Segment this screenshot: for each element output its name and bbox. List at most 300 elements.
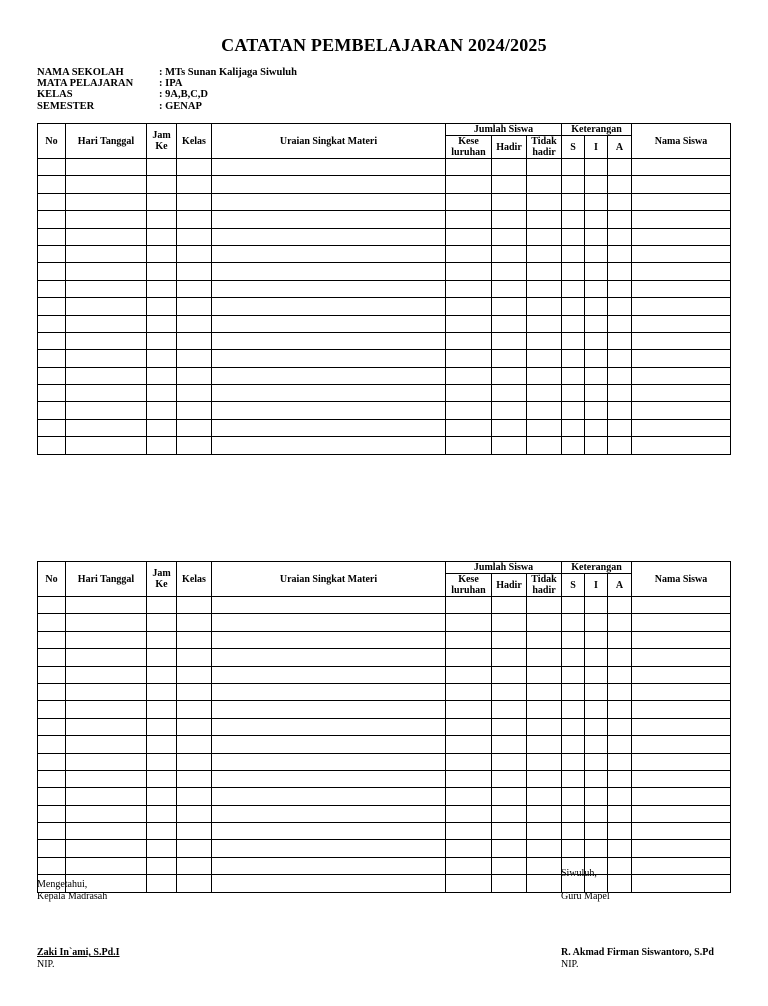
table-cell xyxy=(446,683,492,700)
table-cell xyxy=(177,614,212,631)
table-cell xyxy=(177,350,212,367)
table-cell xyxy=(527,419,562,436)
table-row xyxy=(38,649,731,666)
table-cell xyxy=(38,683,66,700)
table-cell xyxy=(527,631,562,648)
table-cell xyxy=(446,597,492,614)
table-cell xyxy=(147,823,177,840)
table-row xyxy=(38,263,731,280)
table-cell xyxy=(446,805,492,822)
table-cell xyxy=(527,402,562,419)
table-cell xyxy=(446,315,492,332)
table-cell xyxy=(527,805,562,822)
table-cell xyxy=(66,367,147,384)
table-cell xyxy=(632,350,731,367)
table-cell xyxy=(38,263,66,280)
table-cell xyxy=(527,683,562,700)
table-cell xyxy=(66,614,147,631)
table-cell xyxy=(527,385,562,402)
table-cell xyxy=(585,245,608,262)
table-cell xyxy=(177,840,212,857)
table-row xyxy=(38,875,731,892)
table-cell xyxy=(147,245,177,262)
table-cell xyxy=(632,875,731,892)
table-cell xyxy=(632,597,731,614)
header-uraian: Uraian Singkat Materi xyxy=(212,124,446,159)
table-cell xyxy=(446,419,492,436)
table-cell xyxy=(632,367,731,384)
table-cell xyxy=(212,770,446,787)
table-cell xyxy=(562,614,585,631)
table-cell xyxy=(147,176,177,193)
table-cell xyxy=(38,245,66,262)
table-cell xyxy=(585,823,608,840)
table-row xyxy=(38,614,731,631)
table-cell xyxy=(608,683,632,700)
table-cell xyxy=(608,631,632,648)
table-cell xyxy=(446,367,492,384)
table-cell xyxy=(562,683,585,700)
table-cell xyxy=(527,649,562,666)
table-cell xyxy=(492,193,527,210)
table-cell xyxy=(212,159,446,176)
table-cell xyxy=(562,736,585,753)
table-cell xyxy=(446,298,492,315)
info-label-school: NAMA SEKOLAH xyxy=(37,67,124,78)
table-cell xyxy=(632,211,731,228)
table-cell xyxy=(66,228,147,245)
header-kelas: Kelas xyxy=(177,562,212,597)
table-cell xyxy=(177,770,212,787)
table-cell xyxy=(608,385,632,402)
table-cell xyxy=(38,332,66,349)
table-cell xyxy=(492,753,527,770)
table-row xyxy=(38,683,731,700)
table-cell xyxy=(527,228,562,245)
table-cell xyxy=(608,315,632,332)
info-value-class: : 9A,B,C,D xyxy=(159,89,208,101)
table-cell xyxy=(147,228,177,245)
table-cell xyxy=(38,788,66,805)
table-cell xyxy=(585,402,608,419)
table-cell xyxy=(527,823,562,840)
teacher-title: Guru Mapel xyxy=(561,890,610,902)
table-cell xyxy=(492,332,527,349)
table-cell xyxy=(38,649,66,666)
table-cell xyxy=(147,805,177,822)
table-cell xyxy=(527,666,562,683)
table-cell xyxy=(632,788,731,805)
header-a: A xyxy=(608,574,632,597)
table-cell xyxy=(492,631,527,648)
table-cell xyxy=(38,437,66,454)
table-cell xyxy=(212,753,446,770)
info-label-semester: SEMESTER xyxy=(37,100,95,112)
table-cell xyxy=(177,437,212,454)
table-cell xyxy=(177,419,212,436)
table-cell xyxy=(632,718,731,735)
table-cell xyxy=(66,718,147,735)
table-cell xyxy=(212,788,446,805)
table-cell xyxy=(585,614,608,631)
table-cell xyxy=(632,402,731,419)
table-cell xyxy=(38,736,66,753)
table-cell xyxy=(562,367,585,384)
table-cell xyxy=(562,211,585,228)
table-cell xyxy=(446,788,492,805)
header-keterangan: Keterangan xyxy=(562,124,632,136)
table-cell xyxy=(177,193,212,210)
table-cell xyxy=(492,419,527,436)
table-cell xyxy=(527,736,562,753)
learning-record-table-1 xyxy=(37,123,731,455)
header-tidak-hadir: Tidak hadir xyxy=(527,574,562,597)
info-label-class: KELAS xyxy=(37,89,73,101)
table-cell xyxy=(608,193,632,210)
table-cell xyxy=(147,614,177,631)
table-cell xyxy=(147,332,177,349)
table-cell xyxy=(66,193,147,210)
table-cell xyxy=(147,857,177,874)
table-cell xyxy=(212,193,446,210)
header-jam-ke: Jam Ke xyxy=(147,562,177,597)
table-cell xyxy=(632,315,731,332)
table-cell xyxy=(562,597,585,614)
table-cell xyxy=(608,211,632,228)
teacher-nip: NIP. xyxy=(561,958,579,970)
table-cell xyxy=(66,666,147,683)
info-value-school: : MTs Sunan Kalijaga Siwuluh xyxy=(159,67,297,78)
table-cell xyxy=(585,649,608,666)
table-cell xyxy=(527,614,562,631)
table-cell xyxy=(608,350,632,367)
table-cell xyxy=(147,437,177,454)
table-cell xyxy=(585,176,608,193)
table-cell xyxy=(562,350,585,367)
table-cell xyxy=(446,245,492,262)
header-hadir: Hadir xyxy=(492,136,527,159)
table-cell xyxy=(562,280,585,297)
table-cell xyxy=(492,666,527,683)
table-cell xyxy=(446,193,492,210)
table-cell xyxy=(66,788,147,805)
table-cell xyxy=(66,805,147,822)
table-cell xyxy=(562,176,585,193)
table-cell xyxy=(608,263,632,280)
table-cell xyxy=(446,280,492,297)
table-cell xyxy=(212,875,446,892)
table-cell xyxy=(66,280,147,297)
table-cell xyxy=(632,840,731,857)
table-cell xyxy=(585,631,608,648)
table-cell xyxy=(632,666,731,683)
table-cell xyxy=(212,419,446,436)
table-cell xyxy=(585,263,608,280)
table-cell xyxy=(492,805,527,822)
table-cell xyxy=(66,823,147,840)
table-cell xyxy=(492,315,527,332)
table-cell xyxy=(38,857,66,874)
table-cell xyxy=(492,875,527,892)
table-cell xyxy=(38,823,66,840)
table-cell xyxy=(147,159,177,176)
table-cell xyxy=(527,770,562,787)
table-cell xyxy=(147,701,177,718)
table-cell xyxy=(446,159,492,176)
table-cell xyxy=(632,263,731,280)
table-row xyxy=(38,770,731,787)
table-cell xyxy=(562,805,585,822)
table-cell xyxy=(66,631,147,648)
table-cell xyxy=(212,211,446,228)
table-cell xyxy=(66,176,147,193)
table-cell xyxy=(446,350,492,367)
table-cell xyxy=(177,753,212,770)
header-tidak-hadir: Tidak hadir xyxy=(527,136,562,159)
table-cell xyxy=(212,385,446,402)
table-cell xyxy=(66,315,147,332)
table-cell xyxy=(608,332,632,349)
table-cell xyxy=(177,597,212,614)
table-cell xyxy=(66,159,147,176)
table-cell xyxy=(562,701,585,718)
table-cell xyxy=(562,437,585,454)
table-cell xyxy=(632,419,731,436)
table-cell xyxy=(212,701,446,718)
table-cell xyxy=(527,788,562,805)
table-cell xyxy=(562,419,585,436)
table-cell xyxy=(38,805,66,822)
table-cell xyxy=(66,840,147,857)
table-cell xyxy=(66,857,147,874)
table-cell xyxy=(66,736,147,753)
table-cell xyxy=(492,263,527,280)
table-row xyxy=(38,666,731,683)
teacher-name: R. Akmad Firman Siswantoro, S.Pd xyxy=(561,947,714,958)
table-cell xyxy=(527,211,562,228)
acknowledged-label: Mengetahui, xyxy=(37,879,88,890)
table-cell xyxy=(177,718,212,735)
table-cell xyxy=(608,367,632,384)
table-cell xyxy=(492,701,527,718)
table-cell xyxy=(177,245,212,262)
info-label-subject: MATA PELAJARAN xyxy=(37,78,134,90)
table-cell xyxy=(585,211,608,228)
signature-right xyxy=(561,868,610,902)
table-cell xyxy=(446,437,492,454)
signature-right-name-block xyxy=(561,947,714,970)
header-a: A xyxy=(608,136,632,159)
table-cell xyxy=(446,753,492,770)
principal-title: Kepala Madrasah xyxy=(37,890,108,902)
table-cell xyxy=(632,823,731,840)
table-cell xyxy=(38,840,66,857)
table-cell xyxy=(446,631,492,648)
table-cell xyxy=(38,298,66,315)
table-row xyxy=(38,367,731,384)
header-keseluruhan: Kese luruhan xyxy=(446,574,492,597)
table-cell xyxy=(608,770,632,787)
info-value-semester: : GENAP xyxy=(159,100,202,112)
table-cell xyxy=(147,736,177,753)
table-cell xyxy=(38,367,66,384)
table-cell xyxy=(38,228,66,245)
table-cell xyxy=(38,402,66,419)
table-cell xyxy=(66,701,147,718)
table-cell xyxy=(147,263,177,280)
table-cell xyxy=(632,245,731,262)
table-cell xyxy=(66,683,147,700)
table-cell xyxy=(177,228,212,245)
table-cell xyxy=(177,805,212,822)
table-row xyxy=(38,176,731,193)
table-cell xyxy=(177,159,212,176)
table-cell xyxy=(446,666,492,683)
table-cell xyxy=(177,315,212,332)
table-cell xyxy=(562,385,585,402)
table-row xyxy=(38,280,731,297)
table-row xyxy=(38,228,731,245)
learning-record-table-2 xyxy=(37,561,731,893)
table-cell xyxy=(562,159,585,176)
table-cell xyxy=(562,315,585,332)
table-cell xyxy=(446,176,492,193)
place-label: Siwuluh, xyxy=(561,868,597,879)
table-cell xyxy=(585,805,608,822)
table-cell xyxy=(212,245,446,262)
table-cell xyxy=(492,159,527,176)
table-cell xyxy=(147,280,177,297)
table-cell xyxy=(608,614,632,631)
table-cell xyxy=(527,332,562,349)
table-cell xyxy=(177,385,212,402)
table-row xyxy=(38,350,731,367)
table-cell xyxy=(527,280,562,297)
table-cell xyxy=(632,298,731,315)
table-cell xyxy=(527,875,562,892)
table-cell xyxy=(147,597,177,614)
table-cell xyxy=(446,649,492,666)
table-cell xyxy=(608,875,632,892)
table-cell xyxy=(608,159,632,176)
header-no: No xyxy=(38,562,66,597)
table-cell xyxy=(562,788,585,805)
table-cell xyxy=(632,176,731,193)
header-nama-siswa: Nama Siswa xyxy=(632,124,731,159)
table-cell xyxy=(527,350,562,367)
table-row xyxy=(38,437,731,454)
table-cell xyxy=(212,683,446,700)
table-cell xyxy=(492,245,527,262)
table-row xyxy=(38,315,731,332)
table-cell xyxy=(492,614,527,631)
table-cell xyxy=(632,631,731,648)
table-cell xyxy=(562,649,585,666)
info-value-subject: : IPA xyxy=(159,78,183,90)
table-cell xyxy=(527,263,562,280)
table-cell xyxy=(632,649,731,666)
table-cell xyxy=(446,840,492,857)
table-cell xyxy=(212,649,446,666)
table-cell xyxy=(527,753,562,770)
table-cell xyxy=(66,263,147,280)
table-cell xyxy=(147,315,177,332)
table-cell xyxy=(446,211,492,228)
table-cell xyxy=(562,666,585,683)
table-cell xyxy=(585,350,608,367)
table-cell xyxy=(608,245,632,262)
table-cell xyxy=(212,350,446,367)
table-cell xyxy=(562,823,585,840)
table-cell xyxy=(212,736,446,753)
table-cell xyxy=(585,753,608,770)
table-cell xyxy=(527,176,562,193)
table-cell xyxy=(585,332,608,349)
table-cell xyxy=(38,419,66,436)
table-cell xyxy=(212,280,446,297)
table-cell xyxy=(38,718,66,735)
table-cell xyxy=(212,367,446,384)
table-row xyxy=(38,159,731,176)
table-cell xyxy=(147,298,177,315)
table-row xyxy=(38,193,731,210)
table-cell xyxy=(147,419,177,436)
table-cell xyxy=(147,753,177,770)
table-cell xyxy=(608,857,632,874)
table-cell xyxy=(632,159,731,176)
table-cell xyxy=(492,211,527,228)
table-cell xyxy=(585,385,608,402)
table-row xyxy=(38,805,731,822)
table-cell xyxy=(527,718,562,735)
table-cell xyxy=(147,193,177,210)
header-uraian: Uraian Singkat Materi xyxy=(212,562,446,597)
table-cell xyxy=(66,649,147,666)
table-cell xyxy=(147,840,177,857)
table-cell xyxy=(66,332,147,349)
table-cell xyxy=(608,437,632,454)
table-cell xyxy=(38,753,66,770)
header-jumlah-siswa: Jumlah Siswa xyxy=(446,562,562,574)
table-cell xyxy=(585,367,608,384)
table-cell xyxy=(177,875,212,892)
table-cell xyxy=(632,385,731,402)
table-cell xyxy=(632,614,731,631)
table-cell xyxy=(527,245,562,262)
table-cell xyxy=(212,857,446,874)
table-row xyxy=(38,823,731,840)
table-cell xyxy=(177,176,212,193)
table-row xyxy=(38,245,731,262)
table-cell xyxy=(177,736,212,753)
table-cell xyxy=(38,385,66,402)
table-cell xyxy=(608,753,632,770)
table-cell xyxy=(632,683,731,700)
table-cell xyxy=(66,385,147,402)
table-cell xyxy=(446,736,492,753)
table-cell xyxy=(608,788,632,805)
signature-left-name-block xyxy=(37,947,120,970)
table-cell xyxy=(492,385,527,402)
table-cell xyxy=(147,770,177,787)
table-cell xyxy=(527,701,562,718)
table-cell xyxy=(527,315,562,332)
table-cell xyxy=(632,332,731,349)
table-cell xyxy=(446,332,492,349)
page-title: CATATAN PEMBELAJARAN 2024/2025 xyxy=(221,35,547,55)
table-row xyxy=(38,701,731,718)
header-s: S xyxy=(562,574,585,597)
